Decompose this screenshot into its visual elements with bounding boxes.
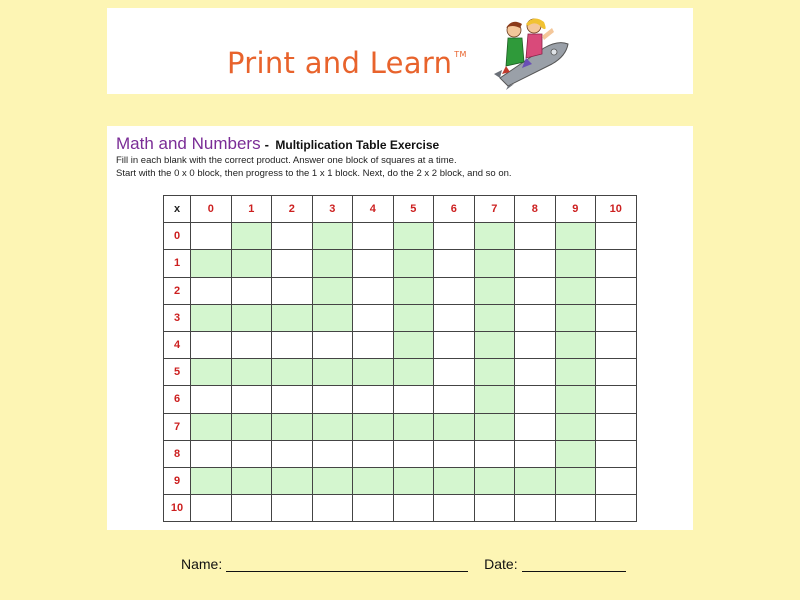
answer-cell[interactable] [555,331,596,358]
answer-cell[interactable] [191,304,232,331]
answer-cell[interactable] [393,331,434,358]
row-header: 1 [164,250,191,277]
answer-cell[interactable] [555,440,596,467]
worksheet-title [116,134,439,154]
answer-cell[interactable] [353,495,394,522]
answer-cell[interactable] [596,495,637,522]
answer-cell[interactable] [596,223,637,250]
answer-cell[interactable] [353,413,394,440]
answer-cell[interactable] [272,359,313,386]
row-header: 8 [164,440,191,467]
title-subtitle: Multiplication Table Exercise [275,138,440,152]
answer-cell[interactable] [555,495,596,522]
answer-cell[interactable] [434,467,475,494]
answer-cell[interactable] [312,223,353,250]
answer-cell[interactable] [312,304,353,331]
answer-cell[interactable] [434,413,475,440]
answer-cell[interactable] [434,304,475,331]
answer-cell[interactable] [474,277,515,304]
answer-cell[interactable] [393,359,434,386]
answer-cell[interactable] [231,413,272,440]
answer-cell[interactable] [191,277,232,304]
answer-cell[interactable] [596,277,637,304]
answer-cell[interactable] [353,304,394,331]
answer-cell[interactable] [353,277,394,304]
answer-cell[interactable] [393,223,434,250]
answer-cell[interactable] [191,386,232,413]
row-header: 0 [164,223,191,250]
table-row [164,467,637,494]
answer-cell[interactable] [555,223,596,250]
worksheet [107,126,693,530]
answer-cell[interactable] [555,304,596,331]
answer-cell[interactable] [434,277,475,304]
answer-cell[interactable] [596,386,637,413]
answer-cell[interactable] [596,467,637,494]
answer-cell[interactable] [272,223,313,250]
name-blank[interactable] [226,557,468,572]
answer-cell[interactable] [272,440,313,467]
answer-cell[interactable] [231,359,272,386]
date-blank[interactable] [522,557,626,572]
answer-cell[interactable] [474,440,515,467]
answer-cell[interactable] [515,304,556,331]
answer-cell[interactable] [393,386,434,413]
answer-cell[interactable] [434,331,475,358]
row-header: 9 [164,467,191,494]
answer-cell[interactable] [596,250,637,277]
table-row [164,250,637,277]
answer-cell[interactable] [555,359,596,386]
answer-cell[interactable] [474,467,515,494]
answer-cell[interactable] [515,467,556,494]
answer-cell[interactable] [596,440,637,467]
answer-cell[interactable] [312,413,353,440]
answer-cell[interactable] [474,359,515,386]
answer-cell[interactable] [515,413,556,440]
header-banner [107,8,693,94]
table-row [164,440,637,467]
answer-cell[interactable] [515,250,556,277]
table-row [164,277,637,304]
answer-cell[interactable] [272,495,313,522]
answer-cell[interactable] [191,467,232,494]
footer [181,556,626,572]
answer-cell[interactable] [596,331,637,358]
answer-cell[interactable] [191,223,232,250]
answer-cell[interactable] [353,359,394,386]
answer-cell[interactable] [434,440,475,467]
table-row [164,386,637,413]
answer-cell[interactable] [434,250,475,277]
row-header: 4 [164,331,191,358]
answer-cell[interactable] [312,440,353,467]
table-row [164,304,637,331]
answer-cell[interactable] [555,250,596,277]
brand-text: Print and Learn [227,46,453,80]
answer-cell[interactable] [231,304,272,331]
answer-cell[interactable] [231,386,272,413]
answer-cell[interactable] [555,413,596,440]
answer-cell[interactable] [596,413,637,440]
answer-cell[interactable] [515,331,556,358]
answer-cell[interactable] [191,250,232,277]
row-header: 10 [164,495,191,522]
answer-cell[interactable] [474,304,515,331]
answer-cell[interactable] [393,413,434,440]
answer-cell[interactable] [393,440,434,467]
answer-cell[interactable] [353,223,394,250]
answer-cell[interactable] [312,250,353,277]
answer-cell[interactable] [393,277,434,304]
answer-cell[interactable] [474,386,515,413]
column-header: 6 [434,196,475,223]
answer-cell[interactable] [312,359,353,386]
answer-cell[interactable] [353,467,394,494]
answer-cell[interactable] [515,359,556,386]
answer-cell[interactable] [191,359,232,386]
kids-on-rocket-icon [492,14,572,90]
answer-cell[interactable] [272,331,313,358]
answer-cell[interactable] [474,495,515,522]
answer-cell[interactable] [272,386,313,413]
answer-cell[interactable] [434,359,475,386]
answer-cell[interactable] [555,386,596,413]
answer-cell[interactable] [312,331,353,358]
row-header: 6 [164,386,191,413]
column-header: 9 [555,196,596,223]
answer-cell[interactable] [272,277,313,304]
column-header: 5 [393,196,434,223]
answer-cell[interactable] [231,440,272,467]
answer-cell[interactable] [393,495,434,522]
answer-cell[interactable] [434,386,475,413]
answer-cell[interactable] [434,495,475,522]
answer-cell[interactable] [191,331,232,358]
answer-cell[interactable] [191,495,232,522]
date-label: Date: [484,556,518,572]
answer-cell[interactable] [231,250,272,277]
answer-cell[interactable] [312,277,353,304]
answer-cell[interactable] [596,304,637,331]
answer-cell[interactable] [231,331,272,358]
answer-cell[interactable] [474,250,515,277]
answer-cell[interactable] [272,413,313,440]
answer-cell[interactable] [393,304,434,331]
answer-cell[interactable] [515,440,556,467]
answer-cell[interactable] [393,467,434,494]
row-header: 3 [164,304,191,331]
answer-cell[interactable] [555,467,596,494]
answer-cell[interactable] [191,440,232,467]
column-header: 3 [312,196,353,223]
table-row [164,359,637,386]
multiplication-table [163,195,637,522]
answer-cell[interactable] [474,331,515,358]
answer-cell[interactable] [515,495,556,522]
answer-cell[interactable] [312,386,353,413]
answer-cell[interactable] [474,223,515,250]
answer-cell[interactable] [555,277,596,304]
answer-cell[interactable] [353,386,394,413]
answer-cell[interactable] [434,223,475,250]
table-corner: x [164,196,191,223]
row-header: 2 [164,277,191,304]
answer-cell[interactable] [272,250,313,277]
table-row [164,331,637,358]
column-header: 10 [596,196,637,223]
answer-cell[interactable] [191,413,232,440]
answer-cell[interactable] [515,223,556,250]
row-header: 5 [164,359,191,386]
name-label: Name: [181,556,223,572]
table-header-row [164,196,637,223]
column-header: 7 [474,196,515,223]
answer-cell[interactable] [312,495,353,522]
answer-cell[interactable] [515,277,556,304]
answer-cell[interactable] [272,304,313,331]
answer-cell[interactable] [353,331,394,358]
answer-cell[interactable] [231,277,272,304]
table-row [164,413,637,440]
answer-cell[interactable] [596,359,637,386]
column-header: 1 [231,196,272,223]
column-header: 4 [353,196,394,223]
trademark: TM [454,50,467,59]
answer-cell[interactable] [353,440,394,467]
answer-cell[interactable] [231,223,272,250]
table-row [164,223,637,250]
answer-cell[interactable] [393,250,434,277]
instruction-line-2: Start with the 0 x 0 block, then progress to the 1 x 1 block. Next, do the 2 x 2 block, and so on. [116,168,512,179]
answer-cell[interactable] [474,413,515,440]
answer-cell[interactable] [272,467,313,494]
answer-cell[interactable] [231,495,272,522]
table-row [164,495,637,522]
title-main: Math and Numbers [116,134,261,153]
answer-cell[interactable] [312,467,353,494]
column-header: 8 [515,196,556,223]
instruction-line-1: Fill in each blank with the correct product. Answer one block of squares at a time. [116,155,457,166]
answer-cell[interactable] [353,250,394,277]
column-header: 0 [191,196,232,223]
column-header: 2 [272,196,313,223]
title-separator: - [264,137,269,152]
row-header: 7 [164,413,191,440]
answer-cell[interactable] [515,386,556,413]
brand-logo [227,46,467,80]
answer-cell[interactable] [231,467,272,494]
